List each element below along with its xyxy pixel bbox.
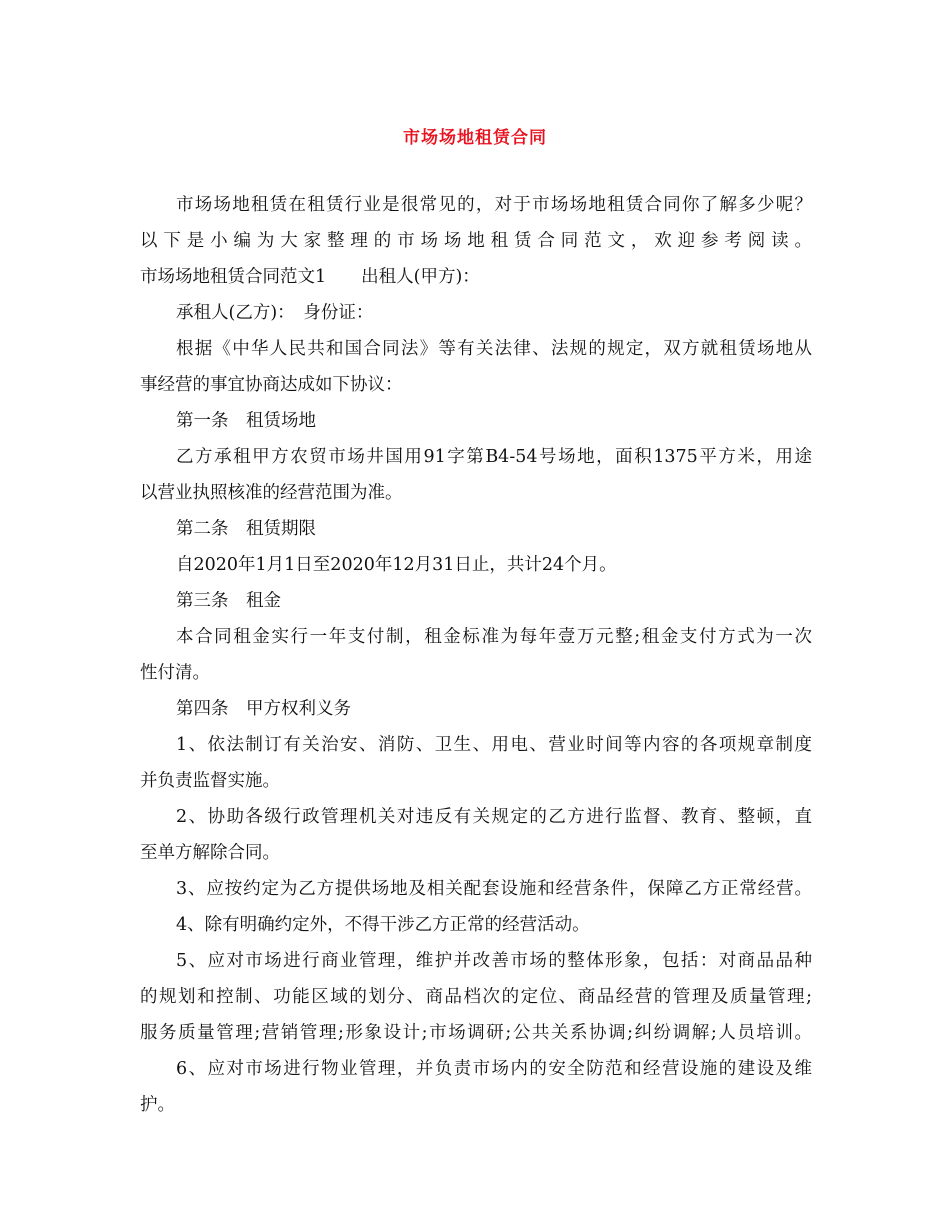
paragraph-line: 以营业执照核准的经营范围为准。 xyxy=(140,483,403,503)
paragraph-line: 承租人(乙方)： 身份证： xyxy=(176,303,374,323)
section-heading: 第三条 租金 xyxy=(176,591,281,611)
paragraph-line: 市场场地租赁在租赁行业是很常见的，对于市场场地租赁合同你了解多少呢？ xyxy=(176,195,812,215)
paragraph-line: 的规划和控制、功能区域的划分、商品档次的定位、商品经营的管理及质量管理; xyxy=(140,987,812,1007)
paragraph-line: 性付清。 xyxy=(140,663,210,683)
paragraph-line: 3、应按约定为乙方提供场地及相关配套设施和经营条件，保障乙方正常经营。 xyxy=(176,879,812,899)
paragraph-line: 护。 xyxy=(140,1095,175,1115)
paragraph-line: 根据《中华人民共和国合同法》等有关法律、法规的规定，双方就租赁场地从 xyxy=(176,339,812,359)
paragraph-line: 服务质量管理;营销管理;形象设计;市场调研;公共关系协调;纠纷调解;人员培训。 xyxy=(140,1023,812,1043)
document-title: 市场场地租赁合同 xyxy=(403,128,547,148)
paragraph-line: 自2020年1月1日至2020年12月31日止，共计24个月。 xyxy=(176,555,617,575)
section-heading: 第二条 租赁期限 xyxy=(176,519,316,539)
section-heading: 第一条 租赁场地 xyxy=(176,411,316,431)
section-heading: 第四条 甲方权利义务 xyxy=(176,699,351,719)
paragraph-line: 5、应对市场进行商业管理，维护并改善市场的整体形象，包括：对商品品种 xyxy=(176,951,812,971)
paragraph-line: 至单方解除合同。 xyxy=(140,843,280,863)
paragraph-line: 2、协助各级行政管理机关对违反有关规定的乙方进行监督、教育、整顿，直 xyxy=(176,807,812,827)
paragraph-line: 4、除有明确约定外，不得干涉乙方正常的经营活动。 xyxy=(176,915,590,935)
paragraph-line: 6、应对市场进行物业管理，并负责市场内的安全防范和经营设施的建设及维 xyxy=(176,1059,812,1079)
paragraph-line: 并负责监督实施。 xyxy=(140,771,280,791)
paragraph-line: 市场场地租赁合同范文1 出租人(甲方)： xyxy=(140,267,480,287)
paragraph-line: 1、依法制订有关治安、消防、卫生、用电、营业时间等内容的各项规章制度 xyxy=(176,735,812,755)
paragraph-line: 本合同租金实行一年支付制，租金标准为每年壹万元整;租金支付方式为一次 xyxy=(176,627,812,647)
paragraph-line: 以下是小编为大家整理的市场场地租赁合同范文，欢迎参考阅读。 xyxy=(140,231,812,251)
paragraph-line: 乙方承租甲方农贸市场井国用91字第B4-54号场地，面积1375平方米，用途 xyxy=(176,447,812,467)
paragraph-line: 事经营的事宜协商达成如下协议： xyxy=(140,375,403,395)
